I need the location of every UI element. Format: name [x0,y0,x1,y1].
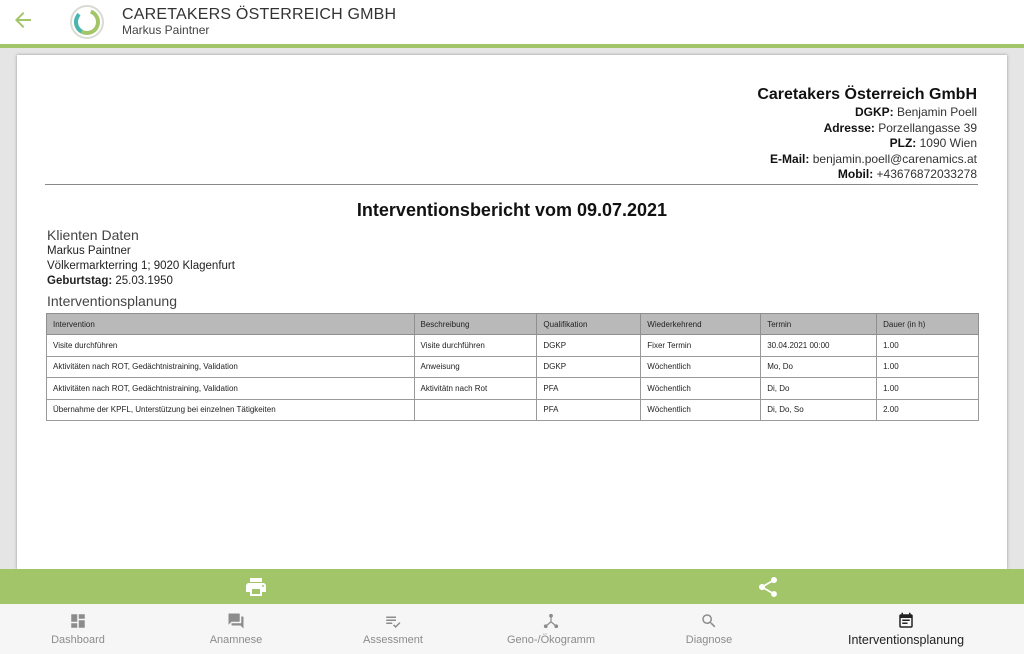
column-header: Dauer (in h) [877,314,979,335]
genogram-icon [542,612,560,630]
table-cell: Anweisung [414,356,537,378]
company-info [757,85,977,183]
table-cell: 1.00 [877,335,979,357]
chat-icon [227,612,245,630]
table-cell [414,399,537,421]
share-icon[interactable] [756,575,780,599]
table-cell: PFA [537,399,641,421]
nav-item-anamnese[interactable] [180,604,292,654]
report-title: Interventionsbericht vom 09.07.2021 [356,200,668,220]
print-icon[interactable] [244,575,268,599]
company-field-address: Adresse: Porzellangasse 39 [823,120,977,135]
nav-label: Dashboard [51,634,105,646]
column-header: Wiederkehrend [641,314,761,335]
table-cell: 1.00 [877,356,979,378]
nav-item-interventionsplanung[interactable] [836,604,976,654]
nav-label: Geno-/Ökogramm [506,634,596,646]
company-field-mobile: Mobil: +43676872033278 [837,167,977,181]
table-cell: Wöchentlich [641,399,761,421]
client-address: Völkermarkterring 1; 9020 Klagenfurt [47,260,235,272]
search-icon [700,612,718,630]
table-cell: PFA [537,378,641,400]
planning-heading: Interventionsplanung [47,293,177,309]
table-cell: Übernahme der KPFL, Unterstützung bei einzelnen Tätigkeiten [47,399,415,421]
table-cell: Aktivitäten nach ROT, Gedächtnistraining, Validation [47,378,415,400]
arrow-left-icon[interactable] [11,8,35,32]
column-header: Intervention [47,314,415,335]
nav-label: Assessment [363,634,423,646]
table-row [47,399,979,421]
table-cell: 2.00 [877,399,979,421]
company-logo [68,3,106,41]
report-document [17,55,1007,569]
column-header: Termin [761,314,877,335]
nav-item-genogram[interactable] [490,604,612,654]
table-row [47,378,979,400]
company-field-dgkp: DGKP: Benjamin Poell [854,105,977,119]
client-birthday: Geburtstag: 25.03.1950 [47,275,173,287]
client-name: Markus Paintner [47,245,131,257]
dashboard-icon [69,612,87,630]
nav-label: Interventionsplanung [847,633,965,647]
bottom-navigation [0,604,1024,654]
app-header [0,0,1024,44]
nav-label: Diagnose [685,634,733,646]
table-row [47,356,979,378]
table-cell: Aktivitäten nach ROT, Gedächtnistraining, Validation [47,356,415,378]
divider [45,184,978,185]
table-header-row [47,314,979,335]
table-cell: Di, Do [761,378,877,400]
document-viewer [0,48,1024,569]
column-header: Beschreibung [414,314,537,335]
table-cell: Wöchentlich [641,378,761,400]
company-field-email: E-Mail: benjamin.poell@carenamics.at [770,151,977,166]
client-subtitle: Markus Paintner [122,23,210,37]
table-cell: Visite durchführen [47,335,415,357]
company-name: Caretakers Österreich GmbH [757,86,977,103]
table-cell: 1.00 [877,378,979,400]
client-data-heading: Klienten Daten [47,227,139,243]
app-title: CARETAKERS ÖSTERREICH GMBH [122,6,397,23]
table-cell: DGKP [537,335,641,357]
column-header: Qualifikation [537,314,641,335]
nav-item-diagnose[interactable] [653,604,765,654]
nav-item-dashboard[interactable] [22,604,134,654]
nav-item-assessment[interactable] [337,604,449,654]
intervention-table [46,313,979,421]
company-field-plz: PLZ: 1090 Wien [889,136,977,150]
table-cell: 30.04.2021 00:00 [761,335,877,357]
table-cell: Visite durchführen [414,335,537,357]
table-cell: DGKP [537,356,641,378]
table-cell: Aktivitätn nach Rot [414,378,537,400]
table-row [47,335,979,357]
table-cell: Mo, Do [761,356,877,378]
action-bar [0,569,1024,604]
table-cell: Di, Do, So [761,399,877,421]
nav-label: Anamnese [209,634,263,646]
table-cell: Fixer Termin [641,335,761,357]
calendar-icon [897,612,915,630]
table-cell: Wöchentlich [641,356,761,378]
checklist-icon [384,612,402,630]
